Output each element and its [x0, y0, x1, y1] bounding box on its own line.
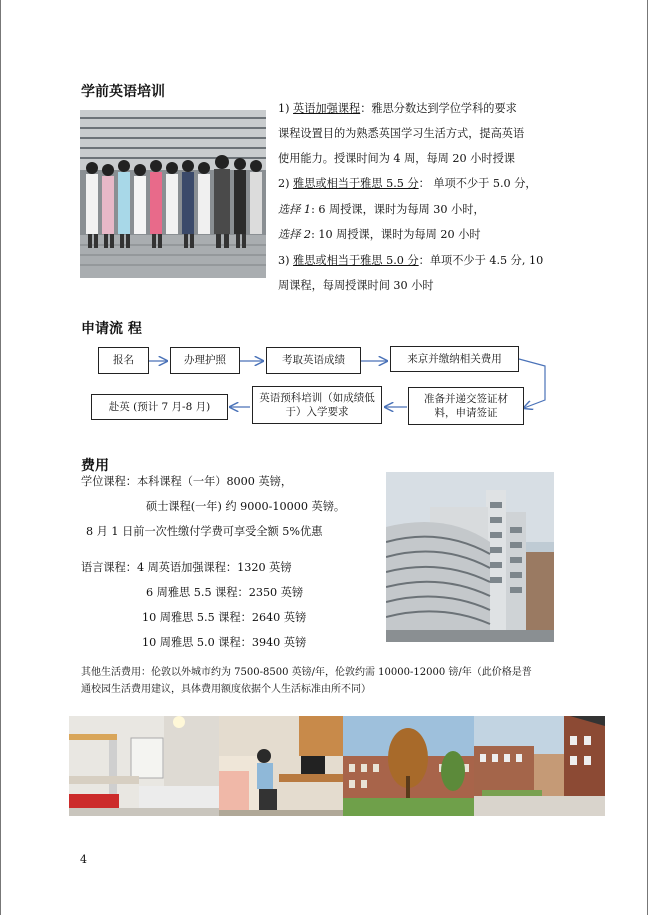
degree-fee-undergrad: 学位课程：本科课程（一年）8000 英镑， [81, 475, 293, 488]
option-2-label: 选择 2 [278, 228, 312, 241]
flow-step-register: 报名 [98, 347, 149, 374]
group-photo-image [80, 110, 266, 278]
living-cost-line-2: 通校园生活费用建议，具体费用额度依据个人生活标准由所不同） [81, 684, 371, 695]
course-2-desc: ： 单项不少于 5.0 分， [418, 177, 537, 190]
course-line-5 [278, 204, 485, 215]
flow-step-passport: 办理护照 [170, 347, 240, 374]
flow-step-depart-uk: 赴英 (预计 7 月-8 月) [91, 394, 228, 420]
flow-step-english-score: 考取英语成绩 [266, 347, 361, 374]
language-fee-1: 语言课程：4 周英语加强课程：1320 英镑 [81, 561, 292, 574]
section-title-application-process: 申请流 程 [81, 321, 142, 337]
dorm-room-photo [69, 716, 219, 816]
group-photo [80, 110, 266, 278]
course-1-desc: ：雅思分数达到学位学科的要求 [360, 102, 517, 115]
campus-residence-photo [343, 716, 474, 816]
section-title-fees: 费用 [81, 458, 109, 474]
language-fee-3: 10 周雅思 5.5 课程：2640 英镑 [142, 611, 307, 624]
degree-fee-master: 硕士课程(一年) 约 9000-10000 英镑。 [146, 500, 346, 513]
option-1-label: 选择 1 [278, 203, 312, 216]
flow-step-visa: 准备并递交签证材料，申请签证 [408, 387, 524, 425]
flow-step-foundation: 英语预科培训（如成绩低于）入学要求 [252, 386, 382, 424]
campus-residence-image [343, 716, 474, 816]
course-line-2: 课程设置目的为熟悉英国学习生活方式，提高英语 [278, 127, 525, 140]
course-2-number: 2) [278, 177, 294, 190]
section-title-pre-english: 学前英语培训 [81, 84, 165, 100]
page-number: 4 [80, 853, 87, 866]
dorm-room-image [69, 716, 219, 816]
building-photo-image [386, 472, 554, 642]
page-border-left [0, 0, 1, 915]
flow-step-pay-fees: 来京并缴纳相关费用 [390, 346, 519, 372]
course-line-1 [278, 103, 517, 114]
courtyard-image [474, 716, 605, 816]
course-3-number: 3) [278, 254, 294, 267]
early-payment-discount: 8 月 1 日前一次性缴付学费可享受全额 5%优惠 [86, 525, 323, 538]
option-2-desc: : 10 周授课，课时为每周 20 小时 [311, 228, 481, 241]
course-1-name: 英语加强课程 [293, 102, 361, 115]
course-line-7 [278, 255, 543, 266]
option-1-desc: : 6 周授课，课时为每周 30 小时， [311, 203, 485, 216]
courtyard-photo [474, 716, 605, 816]
course-line-6 [278, 229, 481, 240]
course-line-8: 周课程，每周授课时间 30 小时 [278, 279, 434, 292]
course-2-name: 雅思或相当于雅思 5.5 分 [293, 177, 419, 190]
course-3-name: 雅思或相当于雅思 5.0 分 [293, 254, 419, 267]
student-study-image [219, 716, 343, 816]
course-1-number: 1) [278, 102, 294, 115]
language-fee-2: 6 周雅思 5.5 课程：2350 英镑 [146, 586, 304, 599]
course-line-4 [278, 178, 537, 189]
student-study-photo [219, 716, 343, 816]
course-3-desc: ：单项不少于 4.5 分, 10 [418, 254, 544, 267]
course-line-3: 使用能力。授课时间为 4 周，每周 20 小时授课 [278, 152, 515, 165]
language-fee-4: 10 周雅思 5.0 课程：3940 英镑 [142, 636, 307, 649]
building-photo [386, 472, 554, 642]
living-cost-line-1: 其他生活费用：伦敦以外城市约为 7500-8500 英镑/年，伦敦约需 10000-12000 镑/年（此价格是普 [81, 667, 532, 678]
